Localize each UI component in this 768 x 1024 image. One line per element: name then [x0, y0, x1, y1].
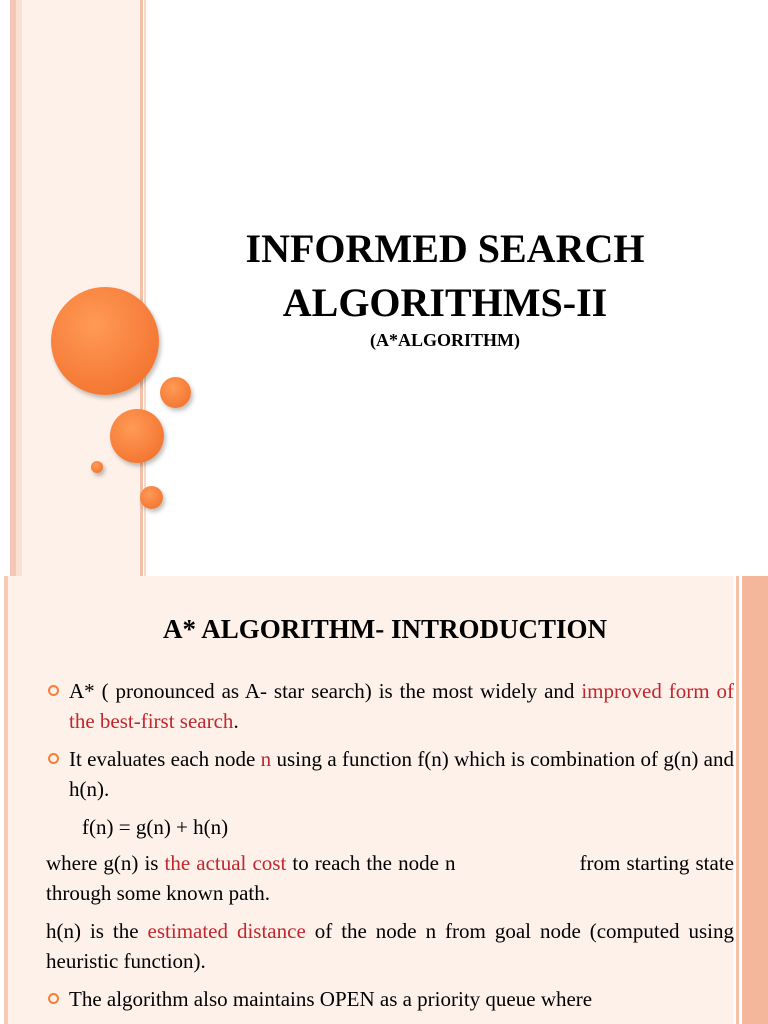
bullet-text: The algorithm also maintains OPEN as a priority queue where: [69, 987, 593, 1011]
paragraph-text: where g(n) is: [46, 851, 165, 875]
paragraph-text: h(n) is the: [46, 919, 148, 943]
bullet-ring-icon: [48, 993, 59, 1004]
highlight-text: estimated distance: [147, 919, 306, 943]
paragraph: [46, 916, 734, 976]
paragraph-text: from starting state through some known path.: [46, 851, 734, 905]
highlight-text: improved form of the best-first search: [69, 679, 734, 733]
decorative-circle-medium: [110, 409, 164, 463]
decorative-circle-tiny: [91, 461, 103, 473]
bullet-item: [46, 984, 734, 1014]
slide-body: [46, 676, 734, 1022]
decorative-stripe-panel: [0, 0, 148, 576]
bullet-text: .: [233, 709, 239, 733]
slide-heading: A* ALGORITHM- INTRODUCTION: [162, 614, 608, 644]
highlight-text: n: [260, 747, 272, 771]
title-line-2: ALGORITHMS-II: [282, 280, 608, 325]
bullet-item: [46, 744, 734, 804]
bullet-item: [46, 676, 734, 736]
decorative-circle-large: [51, 287, 159, 395]
left-border-stripe: [0, 576, 40, 1024]
formula: f(n) = g(n) + h(n): [82, 815, 229, 839]
bullet-ring-icon: [48, 685, 59, 696]
title-line-1: INFORMED SEARCH: [245, 226, 645, 271]
content-slide: [0, 576, 768, 1024]
slide-subtitle: (A*ALGORITHM): [370, 330, 520, 350]
slide-title: [170, 222, 720, 330]
highlight-text: the actual cost: [164, 851, 287, 875]
right-border-stripe: [732, 576, 768, 1024]
paragraph-text: to reach the node n: [286, 851, 456, 875]
bullet-text: using a function f(n) which is combination of g(n) and h(n).: [69, 747, 734, 801]
bullet-text: A* ( pronounced as A- star search) is the most widely and: [69, 679, 582, 703]
paragraph: [46, 848, 734, 908]
decorative-circle-small: [140, 486, 163, 509]
decorative-circle-small: [160, 377, 191, 408]
paragraph-text: of the node n from goal node (computed using heuristic function).: [46, 919, 735, 973]
bullet-ring-icon: [48, 753, 59, 764]
bullet-text: It evaluates each node: [69, 747, 261, 771]
